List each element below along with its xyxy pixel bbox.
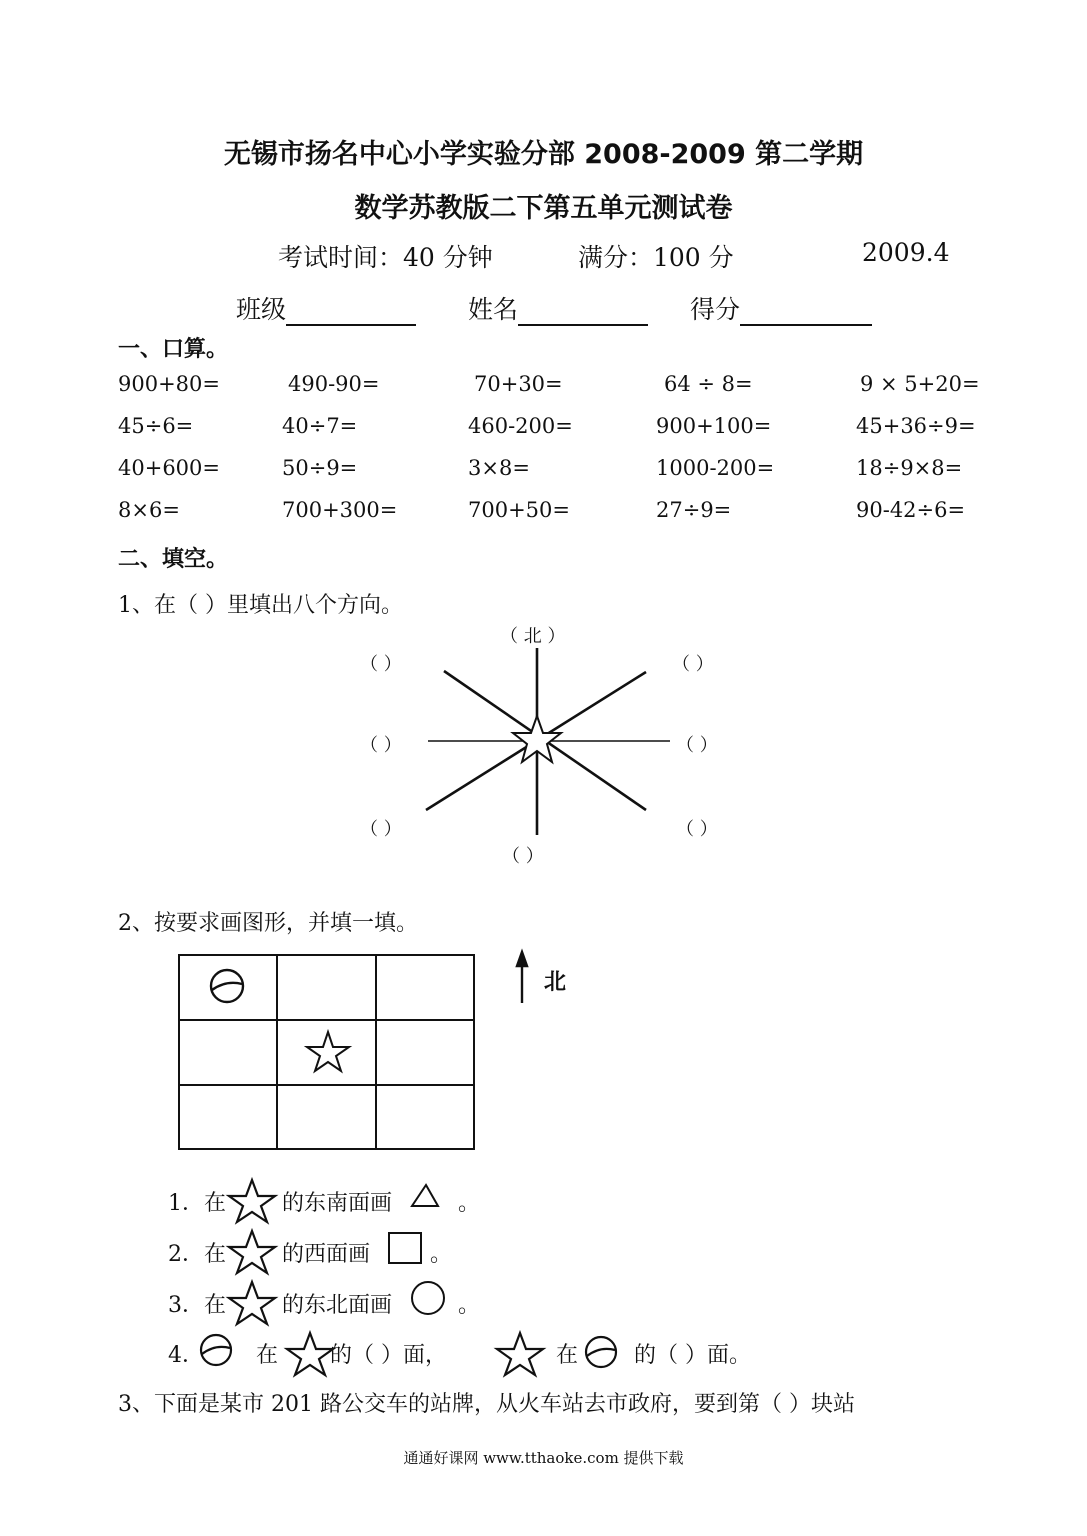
q2-item3-mid: 的东北面画 bbox=[282, 1293, 393, 1318]
compass-north-label: （ 北 ） bbox=[500, 626, 566, 647]
q2-item2-end: 。 bbox=[430, 1242, 453, 1267]
compass-blank-ne[interactable]: （ ） bbox=[672, 654, 714, 675]
calc-r1-c3: 900+100= bbox=[656, 414, 772, 438]
q2-text: 2、按要求画图形，并填一填。 bbox=[118, 911, 418, 936]
q2-item1-mid: 的东南面画 bbox=[282, 1191, 393, 1216]
calc-r3-c4: 90-42÷6= bbox=[856, 498, 966, 522]
compass-blank-e[interactable]: （ ） bbox=[676, 735, 718, 756]
q2-item4-b: 的（ ）面， bbox=[330, 1343, 447, 1368]
calc-r2-c2: 3×8= bbox=[468, 456, 530, 480]
compass-blank-sw[interactable]: （ ） bbox=[360, 819, 402, 840]
q2-item2-num: 2．在 bbox=[168, 1242, 226, 1267]
calc-r0-c0: 900+80= bbox=[118, 372, 220, 396]
calc-r1-c2: 460-200= bbox=[468, 414, 573, 438]
calc-r2-c4: 18÷9×8= bbox=[856, 456, 963, 480]
compass-blank-nw[interactable]: （ ） bbox=[360, 654, 402, 675]
q2-item3-end: 。 bbox=[458, 1293, 481, 1318]
calc-r2-c1: 50÷9= bbox=[282, 456, 358, 480]
calc-r2-c0: 40+600= bbox=[118, 456, 220, 480]
calc-r1-c4: 45+36÷9= bbox=[856, 414, 976, 438]
q1-text: 1、在（ ）里填出八个方向。 bbox=[118, 593, 403, 618]
square-icon bbox=[389, 1233, 421, 1263]
calc-r0-c3: 64 ÷ 8= bbox=[664, 372, 753, 396]
calc-r3-c2: 700+50= bbox=[468, 498, 570, 522]
q2-item4-d: 的（ ）面。 bbox=[634, 1343, 751, 1368]
triangle-icon bbox=[412, 1185, 438, 1206]
calc-r3-c1: 700+300= bbox=[282, 498, 398, 522]
section2-heading: 二、填空。 bbox=[118, 547, 229, 572]
section1-heading: 一、口算。 bbox=[118, 337, 229, 362]
calc-r0-c1: 490-90= bbox=[288, 372, 380, 396]
page-title: 无锡市扬名中心小学实验分部 2008-2009 第二学期 bbox=[223, 139, 864, 170]
class-label: 班级 bbox=[236, 295, 287, 324]
north-label: 北 bbox=[544, 970, 567, 995]
calc-r0-c4: 9 × 5+20= bbox=[860, 372, 980, 396]
full-score: 满分：100 分 bbox=[578, 243, 734, 272]
name-label: 姓名 bbox=[468, 295, 519, 324]
q2-item1-end: 。 bbox=[458, 1191, 481, 1216]
star-icon bbox=[229, 1231, 275, 1273]
circle-icon bbox=[412, 1282, 444, 1314]
q2-item2-mid: 的西面画 bbox=[282, 1242, 371, 1267]
q2-item4-a: 在 bbox=[256, 1343, 279, 1368]
q2-item4-c: 在 bbox=[556, 1343, 579, 1368]
q2-item3-num: 3．在 bbox=[168, 1293, 226, 1318]
calc-r0-c2: 70+30= bbox=[474, 372, 563, 396]
ball-icon bbox=[201, 1335, 231, 1365]
q2-item4-num: 4． bbox=[168, 1343, 204, 1368]
q3-text: 3、下面是某市 201 路公交车的站牌，从火车站去市政府，要到第（ ）块站 bbox=[118, 1392, 855, 1417]
calc-r3-c0: 8×6= bbox=[118, 498, 180, 522]
page-subtitle: 数学苏教版二下第五单元测试卷 bbox=[354, 193, 733, 224]
star-icon bbox=[287, 1333, 333, 1375]
star-icon bbox=[497, 1333, 543, 1375]
star-icon bbox=[229, 1282, 275, 1324]
star-icon bbox=[229, 1180, 275, 1222]
calc-r2-c3: 1000-200= bbox=[656, 456, 775, 480]
exam-time: 考试时间：40 分钟 bbox=[278, 243, 493, 272]
calc-r1-c1: 40÷7= bbox=[282, 414, 358, 438]
calc-r1-c0: 45÷6= bbox=[118, 414, 194, 438]
compass-blank-w[interactable]: （ ） bbox=[360, 735, 402, 756]
calc-r3-c3: 27÷9= bbox=[656, 498, 732, 522]
compass-blank-se[interactable]: （ ） bbox=[676, 819, 718, 840]
ball-icon bbox=[586, 1337, 616, 1367]
footer-text: 通通好课网 www.tthaoke.com 提供下载 bbox=[403, 1449, 684, 1467]
score-label: 得分 bbox=[690, 295, 741, 324]
q2-item1-num: 1．在 bbox=[168, 1191, 226, 1216]
compass-blank-s[interactable]: （ ） bbox=[502, 846, 544, 867]
exam-date: 2009.4 bbox=[862, 238, 950, 267]
